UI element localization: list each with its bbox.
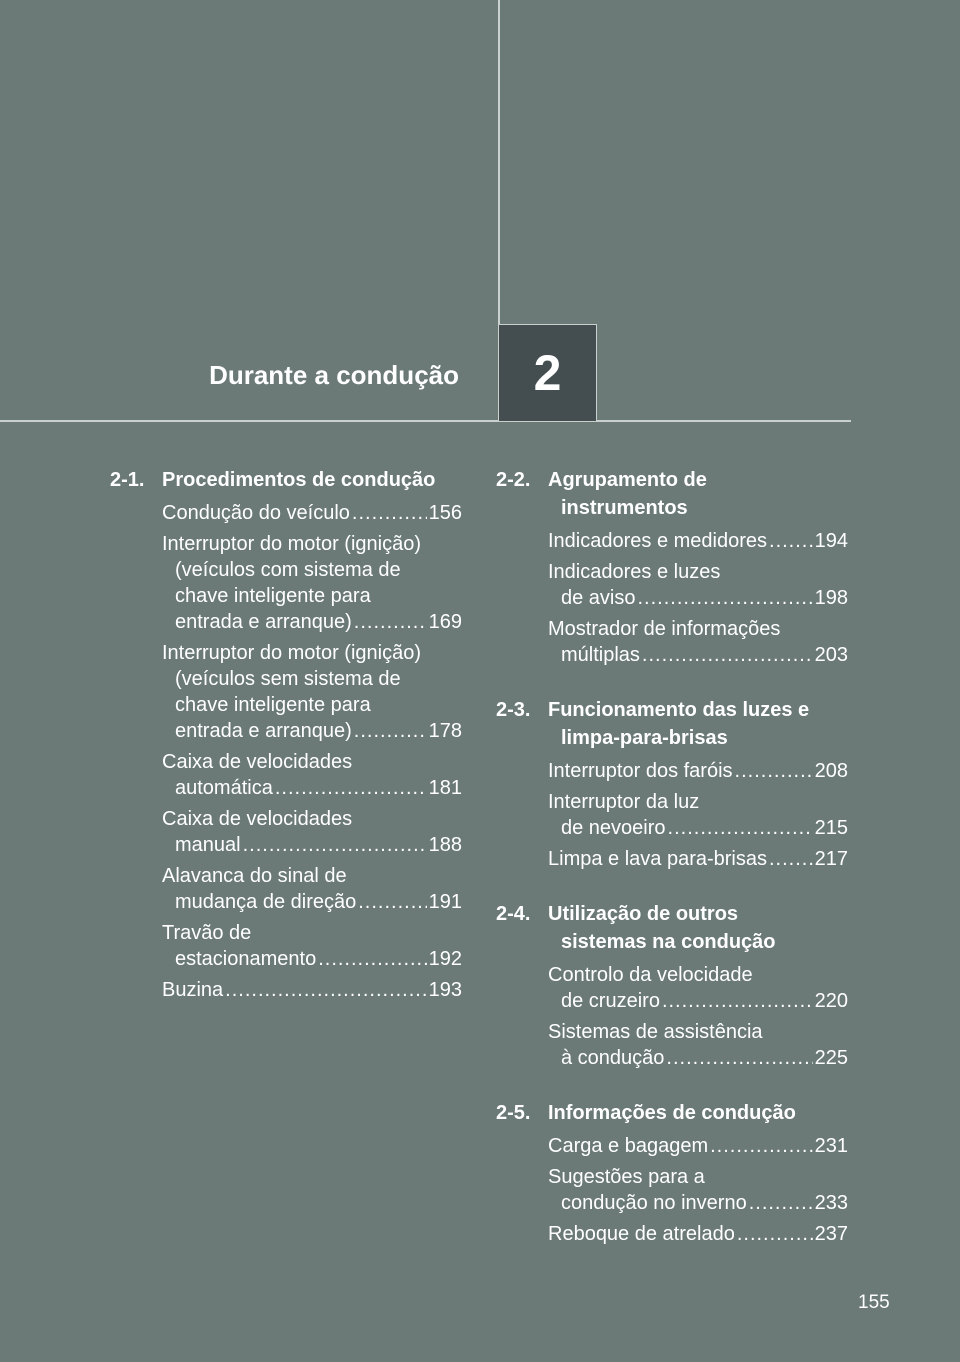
toc-entry-line: Interruptor dos faróis	[548, 760, 733, 782]
toc-entry-line: Sistemas de assistência	[548, 1021, 763, 1043]
toc-entry[interactable]	[162, 806, 462, 858]
section-title	[548, 466, 848, 522]
toc-entry-line: manual	[175, 834, 241, 856]
toc-entry-line: Interruptor do motor (ignição)	[162, 642, 422, 664]
toc-entry-last-line	[548, 1221, 848, 1247]
toc-entry-last-line	[548, 585, 848, 611]
toc-entry-line: condução no inverno	[561, 1192, 747, 1214]
toc-entry[interactable]	[162, 749, 462, 801]
section-title	[548, 900, 848, 956]
toc-entry-last-line	[548, 1133, 848, 1159]
chapter-number-box	[498, 324, 597, 422]
dot-leader	[354, 718, 427, 744]
dot-leader	[710, 1133, 813, 1159]
dot-leader	[662, 988, 813, 1014]
toc-entry-last-line	[162, 609, 462, 635]
toc-entry-line: entrada e arranque)	[175, 611, 352, 633]
page-number: 155	[858, 1292, 890, 1313]
toc-entry-line: Interruptor da luz	[548, 791, 700, 813]
dot-leader	[318, 946, 426, 972]
dot-leader	[225, 977, 426, 1003]
toc-entry-line: à condução	[561, 1047, 665, 1069]
toc-entry-page: 231	[814, 1135, 848, 1157]
toc-entry-page: 215	[814, 817, 848, 839]
toc-entry-page: 181	[428, 777, 462, 799]
toc-entry-line: múltiplas	[561, 644, 640, 666]
toc-entry-line: Caixa de velocidades	[162, 751, 353, 773]
toc-entry[interactable]	[162, 531, 462, 635]
toc-entry[interactable]	[548, 789, 848, 841]
toc-entry-last-line	[162, 832, 462, 858]
section-number: 2-5.	[496, 1102, 531, 1124]
toc-column-left	[110, 466, 462, 1031]
toc-entry-line: Alavanca do sinal de	[162, 865, 347, 887]
toc-entry-last-line	[548, 758, 848, 784]
toc-entry-page: 178	[428, 720, 462, 742]
toc-entry-page: 169	[428, 611, 462, 633]
toc-entry-line: (veículos com sistema de	[175, 559, 401, 581]
dot-leader	[769, 528, 813, 554]
toc-entry[interactable]	[162, 863, 462, 915]
toc-entry-line: Buzina	[162, 979, 224, 1001]
section-heading[interactable]	[110, 466, 462, 494]
toc-entry-line: (veículos sem sistema de	[175, 668, 401, 690]
toc-entry-page: 208	[814, 760, 848, 782]
toc-entry-last-line	[548, 528, 848, 554]
toc-entry-last-line	[162, 946, 462, 972]
toc-entry-line: entrada e arranque)	[175, 720, 352, 742]
toc-entry-line: automática	[175, 777, 273, 799]
toc-section	[496, 1099, 848, 1247]
vertical-rule	[498, 0, 500, 324]
toc-entry-page: 220	[814, 990, 848, 1012]
toc-entry-page: 217	[814, 848, 848, 870]
section-title-line: Agrupamento de	[548, 469, 707, 491]
toc-entries	[496, 528, 848, 668]
dot-leader	[275, 775, 427, 801]
toc-section	[496, 900, 848, 1071]
toc-entry-page: 203	[814, 644, 848, 666]
toc-entry-last-line	[548, 1190, 848, 1216]
toc-entry-line: Controlo da velocidade	[548, 964, 753, 986]
toc-entry-line: Limpa e lava para-brisas	[548, 848, 767, 870]
section-number: 2-3.	[496, 699, 531, 721]
toc-entry[interactable]	[162, 977, 462, 1003]
toc-entry-line: Caixa de velocidades	[162, 808, 353, 830]
toc-entry-last-line	[548, 1045, 848, 1071]
chapter-number: 2	[533, 345, 562, 401]
toc-entry[interactable]	[548, 528, 848, 554]
toc-entry-last-line	[548, 642, 848, 668]
toc-entry-line: mudança de direção	[175, 891, 357, 913]
section-heading[interactable]	[496, 1099, 848, 1127]
section-title-line: instrumentos	[561, 497, 688, 519]
toc-entry[interactable]	[162, 640, 462, 744]
toc-entry-line: chave inteligente para	[175, 585, 371, 607]
toc-entry-line: de aviso	[561, 587, 636, 609]
dot-leader	[769, 846, 813, 872]
toc-entry-line: Interruptor do motor (ignição)	[162, 533, 422, 555]
section-title-line: Informações de condução	[548, 1102, 796, 1124]
dot-leader	[358, 889, 426, 915]
toc-entry[interactable]	[548, 962, 848, 1014]
toc-entry[interactable]	[548, 1133, 848, 1159]
toc-entry-page: 233	[814, 1192, 848, 1214]
toc-entry-last-line	[162, 889, 462, 915]
toc-entry[interactable]	[162, 500, 462, 526]
toc-entries	[110, 500, 462, 1003]
toc-entry-line: Reboque de atrelado	[548, 1223, 735, 1245]
toc-section	[110, 466, 462, 1003]
toc-entry-line: Condução do veículo	[162, 502, 350, 524]
toc-entry-line: Carga e bagagem	[548, 1135, 709, 1157]
section-title-line: Utilização de outros	[548, 903, 739, 925]
toc-entry[interactable]	[548, 1221, 848, 1247]
section-title-line: Funcionamento das luzes e	[548, 699, 810, 721]
section-title	[548, 696, 848, 752]
toc-entry-page: 192	[428, 948, 462, 970]
section-heading[interactable]	[496, 466, 848, 522]
toc-entry-line: Indicadores e medidores	[548, 530, 768, 552]
dot-leader	[243, 832, 427, 858]
dot-leader	[749, 1190, 813, 1216]
section-title-line: sistemas na condução	[561, 931, 776, 953]
toc-entry-line: estacionamento	[175, 948, 317, 970]
toc-column-right	[496, 466, 848, 1275]
toc-entry[interactable]	[548, 1019, 848, 1071]
toc-entry-last-line	[162, 718, 462, 744]
toc-entry-line: Indicadores e luzes	[548, 561, 721, 583]
toc-section	[496, 696, 848, 872]
dot-leader	[352, 500, 427, 526]
section-number: 2-2.	[496, 469, 531, 491]
toc-entry-page: 225	[814, 1047, 848, 1069]
section-title	[548, 1099, 848, 1127]
toc-entry-last-line	[548, 815, 848, 841]
toc-entry-last-line	[162, 977, 462, 1003]
toc-entry-last-line	[162, 775, 462, 801]
toc-entry-line: de cruzeiro	[561, 990, 660, 1012]
toc-entry-page: 237	[814, 1223, 848, 1245]
toc-entry-page: 156	[428, 502, 462, 524]
toc-entry[interactable]	[162, 920, 462, 972]
toc-entry[interactable]	[548, 846, 848, 872]
dot-leader	[735, 758, 813, 784]
section-title-line: Procedimentos de condução	[162, 469, 436, 491]
toc-entries	[496, 758, 848, 872]
toc-entries	[496, 1133, 848, 1247]
toc-entry-page: 191	[428, 891, 462, 913]
toc-entry[interactable]	[548, 1164, 848, 1216]
toc-entry[interactable]	[548, 758, 848, 784]
toc-entry-last-line	[162, 500, 462, 526]
toc-entry-last-line	[548, 988, 848, 1014]
chapter-title: Durante a condução	[209, 360, 459, 390]
dot-leader	[638, 585, 813, 611]
dot-leader	[666, 1045, 812, 1071]
section-number: 2-4.	[496, 903, 531, 925]
toc-entry[interactable]	[548, 559, 848, 611]
section-title-line: limpa-para-brisas	[561, 727, 728, 749]
toc-entry-page: 194	[814, 530, 848, 552]
toc-entry-line: Travão de	[162, 922, 252, 944]
section-heading[interactable]	[496, 696, 848, 752]
horizontal-rule	[0, 420, 851, 422]
toc-entry-page: 188	[428, 834, 462, 856]
section-title	[162, 466, 462, 494]
dot-leader	[668, 815, 813, 841]
dot-leader	[737, 1221, 813, 1247]
toc-entry-page: 198	[814, 587, 848, 609]
dot-leader	[642, 642, 813, 668]
toc-section	[496, 466, 848, 668]
section-heading[interactable]	[496, 900, 848, 956]
toc-entry-line: de nevoeiro	[561, 817, 666, 839]
toc-entry-page: 193	[428, 979, 462, 1001]
dot-leader	[354, 609, 427, 635]
toc-entry[interactable]	[548, 616, 848, 668]
toc-entry-line: Sugestões para a	[548, 1166, 705, 1188]
toc-entry-last-line	[548, 846, 848, 872]
toc-entry-line: Mostrador de informações	[548, 618, 781, 640]
section-number: 2-1.	[110, 469, 145, 491]
toc-entries	[496, 962, 848, 1071]
toc-entry-line: chave inteligente para	[175, 694, 371, 716]
